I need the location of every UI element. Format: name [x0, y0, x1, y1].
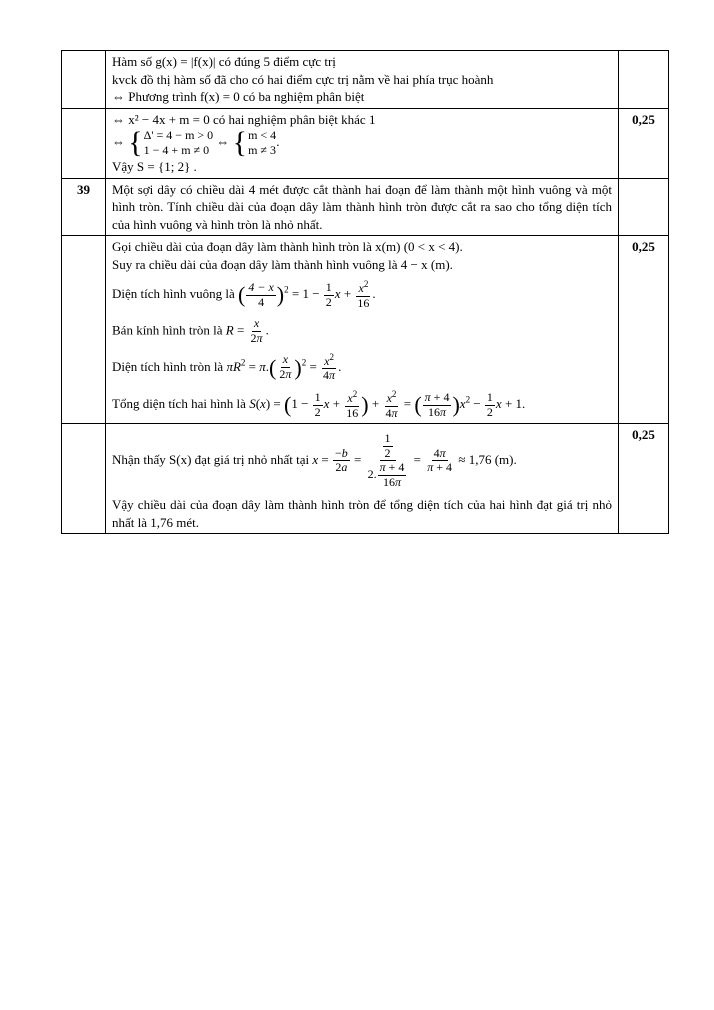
score-cell: 0,25 — [619, 423, 669, 533]
result: ≈ 1,76 (m). — [458, 451, 517, 467]
content-cell — [106, 236, 619, 423]
total-area-line: Tổng diện tích hai hình là S(x) = (1 − $\frac{1}{2}$ x + $\frac{x^2}{16}$ ) + $\frac{x^2}{4\pi}$ = ( $\frac{\pi + 4}{16\pi}$ )$x^2$ − $\frac{1}{2}$ x + 1. — [112, 389, 526, 421]
system-row: m < 4 — [248, 128, 277, 143]
number-cell — [62, 236, 106, 423]
line: Gọi chiều dài của đoạn dây làm thành hình tròn là x(m) (0 < x < 4). — [112, 239, 463, 255]
content-cell — [106, 423, 619, 533]
square-area-line: Diện tích hình vuông là ( $\frac{4 - x}{4}$ )$^2$ = 1 − $\frac{1}{2}$ x + $\frac{x^2}{16}$ . — [112, 279, 376, 311]
row-solution — [62, 236, 669, 423]
label: Bán kính hình tròn là — [112, 322, 223, 338]
line: Hàm số g(x) = |f(x)| có đúng 5 điểm cực trị — [112, 54, 336, 69]
line: ⇔ x² − 4x + m = 0 có hai nghiệm phân biệt khác 1 — [112, 111, 376, 127]
content-cell — [106, 51, 619, 109]
system-row: 1 − 4 + m ≠ 0 — [143, 143, 210, 158]
score-cell: 0,25 — [619, 108, 669, 178]
label: Tổng diện tích hai hình là — [112, 396, 246, 412]
row-conclusion — [62, 423, 669, 533]
score-cell — [619, 178, 669, 236]
label: Diện tích hình vuông là — [112, 286, 235, 302]
solution-table — [61, 50, 669, 534]
question-text: Một sợi dây có chiều dài 4 mét được cắt thành hai đoạn để làm thành một hình vuông và một hình tròn. Tính chiều dài của đoạn dây làm thành hình tròn được cắt ra sao cho tổng diện tích của hình vuông và hình tròn là nhỏ nhất. — [112, 181, 612, 232]
system-row: m ≠ 3 — [248, 143, 276, 158]
number-cell — [62, 108, 106, 178]
question-number: 39 — [62, 178, 106, 236]
system-2: { m < 4 m ≠ 3 — [232, 126, 277, 160]
circle-area-line: Diện tích hình tròn là $\pi R^2 = \pi$.( $\frac{x}{2\pi}$ )$^2$ = $\frac{x^2}{4\pi}$ . — [112, 351, 342, 383]
label: Diện tích hình tròn là — [112, 358, 224, 374]
label: Nhận thấy S(x) đạt giá trị nhỏ nhất tại — [112, 451, 310, 467]
radius-line: Bán kính hình tròn là R = $\frac{x}{2\pi}$ . — [112, 316, 269, 345]
question-text-cell — [106, 178, 619, 236]
row-condition — [62, 51, 669, 109]
line: Suy ra chiều dài của đoạn dây làm thành hình vuông là 4 − x (m). — [112, 256, 453, 272]
final-answer: Vậy chiều dài của đoạn dây làm thành hình tròn để tổng diện tích của hai hình đạt giá trị nhỏ nhất là 1,76 mét. — [112, 497, 612, 530]
score-cell — [619, 51, 669, 109]
minimum-line: Nhận thấy S(x) đạt giá trị nhỏ nhất tại x = $\frac{-b}{2a}$ = $\frac{1}{2}$ 2. $\frac{\pi + 4}{16\pi}$ = $\frac{4\pi}{\pi + 4}$ ≈ 1,76 (m). — [112, 430, 517, 490]
row-system — [62, 108, 669, 178]
line: Vậy S = {1; 2} . — [112, 159, 197, 175]
system-row: Δ' = 4 − m > 0 — [143, 128, 214, 143]
number-cell — [62, 423, 106, 533]
number-cell — [62, 51, 106, 109]
row-question — [62, 178, 669, 236]
content-cell — [106, 108, 619, 178]
line: kvck đồ thị hàm số đã cho có hai điểm cực trị nằm về hai phía trục hoành — [112, 71, 494, 87]
system-1: { Δ' = 4 − m > 0 1 − 4 + m ≠ 0 — [128, 126, 214, 160]
score-cell: 0,25 — [619, 236, 669, 423]
line: ⇔ Phương trình f(x) = 0 có ba nghiệm phân biệt — [112, 89, 365, 105]
system-line: ⇔ { Δ' = 4 − m > 0 1 − 4 + m ≠ 0 ⇔ { m < 4 m ≠ 3 . — [112, 126, 280, 160]
